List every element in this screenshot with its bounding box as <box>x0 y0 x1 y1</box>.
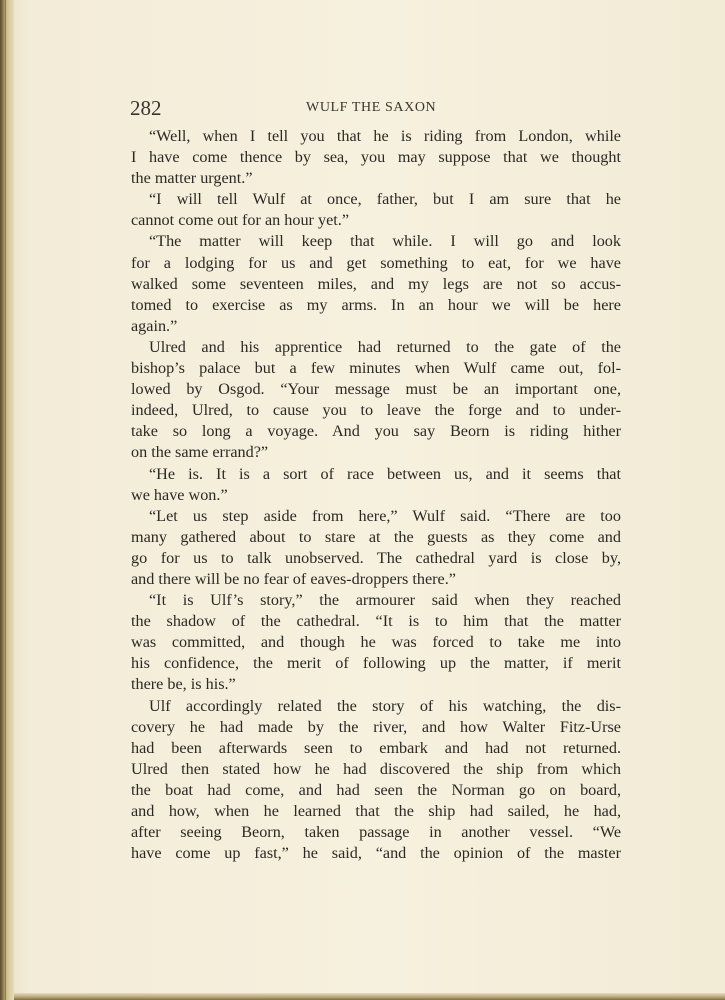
body-text <box>131 126 621 864</box>
text-line: bishop’s palace but a few minutes when Wulf came out, fol- <box>131 359 621 378</box>
text-line: I have come thence by sea, you may suppose that we thought <box>131 148 621 167</box>
text-line: many gathered about to stare at the guests as they come and <box>131 527 621 546</box>
book-spine <box>0 0 14 1000</box>
text-line: there be, is his.” <box>131 675 236 694</box>
text-line: have come up fast,” he said, “and the opinion of the master <box>131 844 621 863</box>
text-line: was committed, and though he was forced to take me into <box>131 633 621 652</box>
text-line: “He is. It is a sort of race between us, and it seems that <box>149 464 621 483</box>
text-line: tomed to exercise as my arms. In an hour we will be here <box>131 295 621 314</box>
text-line: “Well, when I tell you that he is riding from London, while <box>149 127 621 145</box>
text-line: the matter urgent.” <box>131 169 253 188</box>
spine-shadow-line <box>5 0 6 1000</box>
text-line: indeed, Ulred, to cause you to leave the forge and to under- <box>131 401 621 420</box>
text-line: Ulred then stated how he had discovered the ship from which <box>131 759 621 778</box>
text-line: cannot come out for an hour yet.” <box>131 211 350 230</box>
page-number: 282 <box>130 96 162 120</box>
text-line: and there will be no fear of eaves-droppers there.” <box>131 569 456 588</box>
text-line: the shadow of the cathedral. “It is to him that the matter <box>131 612 621 631</box>
text-line: “The matter will keep that while. I will go and look <box>149 232 621 251</box>
text-line: after seeing Beorn, taken passage in another vessel. “We <box>131 823 621 842</box>
text-line: his confidence, the merit of following up the matter, if merit <box>131 654 621 673</box>
text-line: we have won.” <box>131 485 228 504</box>
text-line: lowed by Osgod. “Your message must be an important one, <box>131 380 621 399</box>
text-line: Ulf accordingly related the story of his watching, the dis- <box>149 696 621 715</box>
text-line: for a lodging for us and get something to eat, for we have <box>131 253 621 272</box>
page-bottom-edge <box>14 993 725 1000</box>
text-line: and how, when he learned that the ship had sailed, he had, <box>131 802 621 820</box>
text-line: again.” <box>131 316 178 335</box>
text-line: “It is Ulf’s story,” the armourer said when they reached <box>149 591 621 610</box>
text-line: walked some seventeen miles, and my legs are not so accus- <box>131 274 621 293</box>
text-line: Ulred and his apprentice had returned to the gate of the <box>149 337 621 356</box>
text-line: the boat had come, and had seen the Norman go on board, <box>131 780 621 799</box>
text-line: on the same errand?” <box>131 443 269 462</box>
text-line: covery he had made by the river, and how Walter Fitz-Urse <box>131 717 621 736</box>
text-line: had been afterwards seen to embark and had not returned. <box>131 738 621 757</box>
text-line: go for us to talk unobserved. The cathedral yard is close by, <box>131 548 621 567</box>
text-line: take so long a voyage. And you say Beorn is riding hither <box>131 422 621 441</box>
running-head: WULF THE SAXON <box>306 100 437 115</box>
page-header <box>130 96 622 120</box>
text-line: “I will tell Wulf at once, father, but I am sure that he <box>149 190 621 209</box>
text-line: “Let us step aside from here,” Wulf said. “There are too <box>149 506 621 525</box>
